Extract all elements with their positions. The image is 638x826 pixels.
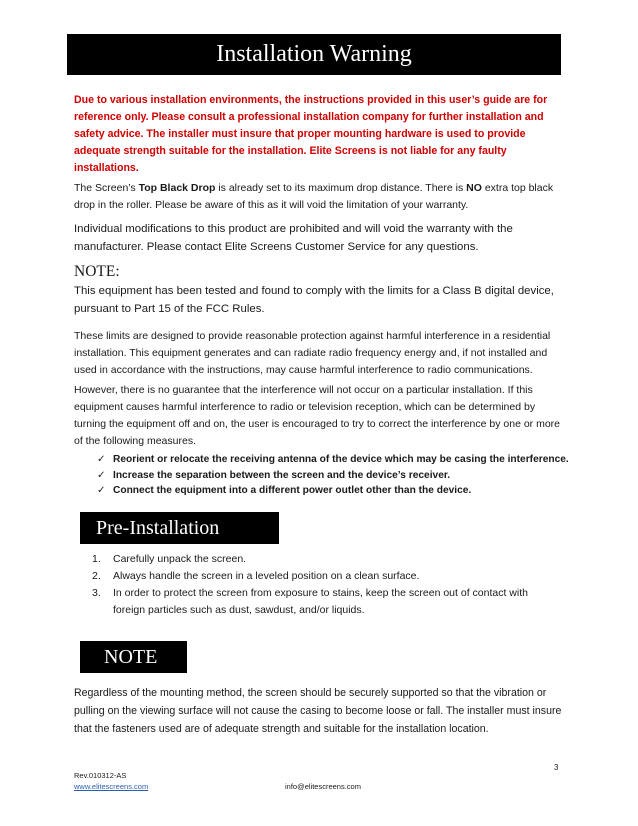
drop-bold-1: Top Black Drop — [138, 182, 216, 194]
measure-text: Reorient or relocate the receiving antenna of the device which may be casing the interference. — [113, 454, 569, 465]
drop-bold-2: NO — [466, 182, 482, 194]
fcc-note-heading: NOTE: — [74, 263, 120, 280]
step-number: 1. — [92, 553, 101, 565]
revision-code: Rev.010312-AS — [74, 771, 127, 780]
checkmark-icon: ✓ — [97, 469, 106, 481]
pre-installation-heading: Pre-Installation — [80, 512, 279, 544]
list-item — [92, 585, 562, 619]
step-number: 2. — [92, 570, 101, 582]
mounting-note-paragraph: Regardless of the mounting method, the screen should be securely supported so that the vibration or pulling on the viewing surface will not cause the casing to become loose or fall. The installer must insure that the fasteners used are of adequate strength and suitable for the installation location. — [74, 687, 562, 735]
fcc-compliance-paragraph: This equipment has been tested and found to comply with the limits for a Class B digital device, pursuant to Part 15 of the FCC Rules. — [74, 285, 554, 315]
fcc-guarantee-paragraph: However, there is no guarantee that the interference will not occur on a particular installation. If this equipment causes harmful interference to radio or television reception, which can be determined by turning the equipment off and on, the user is encouraged to try to correct the interference by one or more of the following measures. — [74, 384, 561, 447]
step-number: 3. — [92, 587, 101, 599]
measure-text: Increase the separation between the screen and the device’s receiver. — [113, 469, 451, 481]
step-text: Carefully unpack the screen. — [113, 553, 247, 565]
mounting-note-heading: NOTE — [80, 641, 187, 673]
measure-text: Connect the equipment into a different power outlet other than the device. — [113, 485, 472, 496]
drop-text-2: is already set to its maximum drop distance. There is — [215, 182, 467, 194]
list-item — [97, 452, 577, 468]
interference-measures-list — [97, 452, 577, 499]
checkmark-icon: ✓ — [97, 454, 106, 465]
drop-text-3: extra top black drop in the roller. Please be aware of this as it will void the limitation of your warranty. — [74, 182, 554, 211]
modifications-paragraph: Individual modifications to this product are prohibited and will void the warranty with the manufacturer. Please contact Elite Screens Customer Service for any questions. — [74, 223, 513, 253]
list-item — [97, 483, 577, 499]
support-email: info@elitescreens.com — [285, 782, 361, 791]
page-title: Installation Warning — [67, 34, 561, 75]
fcc-limits-paragraph: These limits are designed to provide reasonable protection against harmful interference in a residential installation. This equipment generates and can radiate radio frequency energy and, if not installed and used in accordance with the instructions, may cause harmful interference to radio communications. — [74, 330, 551, 376]
pre-installation-steps — [92, 551, 562, 619]
step-text: Always handle the screen in a leveled position on a clean surface. — [113, 570, 420, 582]
page-number: 3 — [554, 763, 559, 772]
list-item — [92, 551, 562, 568]
step-text: In order to protect the screen from exposure to stains, keep the screen out of contact with foreign particles such as dust, sawdust, and/or liquids. — [113, 587, 528, 616]
list-item — [92, 568, 562, 585]
checkmark-icon: ✓ — [97, 485, 106, 496]
installation-warning-text: Due to various installation environments, the instructions provided in this user’s guide are for reference only. Please consult a professional installation company for further installation and safety advice. The installer must insure that proper mounting hardware is used to provide adequate strength suitable for the installation. Elite Screens is not liable for any faulty installations. — [74, 94, 548, 174]
website-link[interactable]: www.elitescreens.com — [74, 782, 149, 791]
top-black-drop-paragraph — [74, 180, 566, 214]
drop-text-1: The Screen’s — [74, 182, 139, 194]
list-item — [97, 468, 577, 484]
